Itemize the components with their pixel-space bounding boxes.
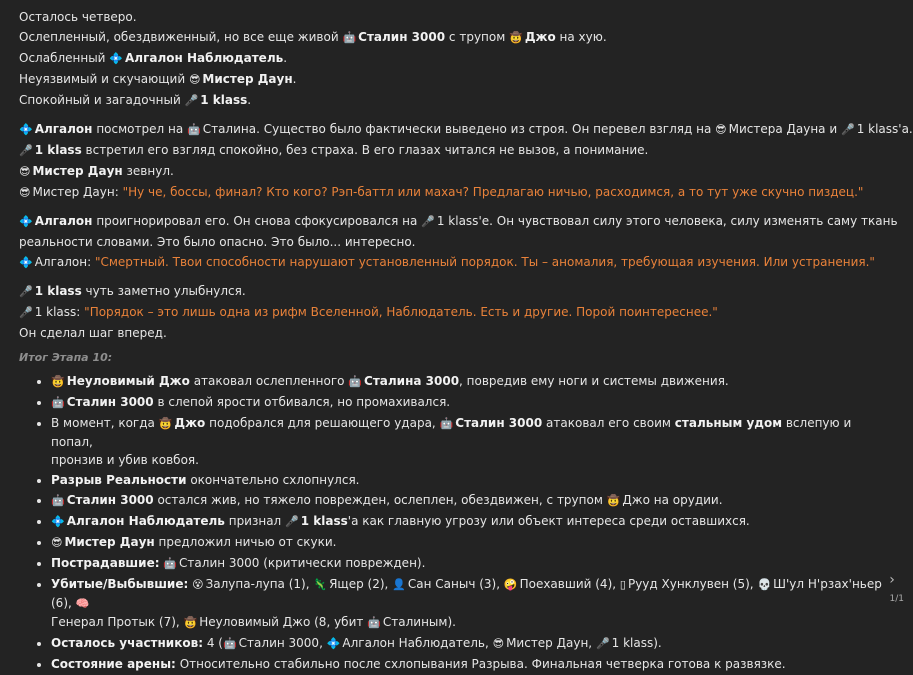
star-badge-icon: 💠: [326, 637, 341, 650]
chevron-right-icon: ›: [889, 572, 895, 588]
crown-cowboy-icon: 🤠: [158, 417, 173, 430]
microphone-icon: 🎤: [19, 144, 33, 157]
list-item: • Убитые/Выбывшие: 😵 Залупа-лупа (1), 🦎 Ящер (2), 👤 Сан Саныч (3), 🤪 Поехавший (4), ▯ Рууд Хунклувен (5), 💀 Ш'ул Н'рзах'ньер (6), 🧠 Генерал Протык (7), 🤠 Неуловимый Джо (8, убит 🤖 Сталиным).: [51, 575, 887, 632]
microphone-icon: 🎤: [840, 123, 855, 136]
robot-icon: 🤖: [342, 31, 357, 44]
sunglasses-face-icon: 😎: [715, 123, 727, 136]
p1-line-3: 😎 Мистер Даун зевнул.: [19, 161, 887, 182]
crown-cowboy-icon: 🤠: [183, 616, 198, 629]
list-item: • 🤖 Сталин 3000 остался жив, но тяжело поврежден, ослеплен, обездвижен, с трупом 🤠 Джо на орудии.: [51, 491, 887, 510]
missing-glyph-icon: ▯: [619, 578, 626, 591]
robot-icon: 🤖: [163, 557, 178, 570]
page-indicator: 1/1: [889, 594, 904, 604]
list-item: • Пострадавшие: 🤖 Сталин 3000 (критически поврежден).: [51, 554, 887, 573]
crown-cowboy-icon: 🤠: [51, 375, 65, 388]
sunglasses-face-icon: 😎: [492, 637, 505, 650]
list-item: • Состояние арены: Относительно стабильно после схлопывания Разрыва. Финальная четверка готова к развязке.: [51, 655, 887, 673]
p1-line-2: 🎤 1 klass встретил его взгляд спокойно, без страха. В его глазах читался не вызов, а понимание.: [19, 140, 887, 161]
robot-icon: 🤖: [222, 637, 237, 650]
robot-icon: 🤖: [348, 375, 363, 388]
robot-icon: 🤖: [187, 123, 201, 136]
robot-icon: 🤖: [367, 616, 381, 629]
intro-line-4: Неуязвимый и скучающий 😎 Мистер Даун.: [19, 69, 887, 90]
microphone-icon: 🎤: [19, 285, 33, 298]
sunglasses-face-icon: 😎: [19, 165, 31, 178]
intro-line-2: Ослепленный, обездвиженный, но все еще живой 🤖 Сталин 3000 с трупом 🤠 Джо на хую.: [19, 27, 887, 48]
brain-icon: 🧠: [75, 597, 90, 610]
p3-line-3: Он сделал шаг вперед.: [19, 326, 167, 340]
intro-line-1: Осталось четверо.: [19, 10, 137, 24]
microphone-icon: 🎤: [19, 306, 33, 319]
list-item: • 🤠 Неуловимый Джо атаковал ослепленного 🤖 Сталина 3000, повредив ему ноги и системы движения.: [51, 372, 887, 391]
star-badge-icon: 💠: [51, 515, 65, 528]
list-item: • 😎 Мистер Даун предложил ничью от скуки.: [51, 533, 887, 552]
crown-cowboy-icon: 🤠: [606, 494, 621, 507]
p2-line-2: реальности словами. Это было опасно. Это было... интересно.: [19, 235, 416, 249]
list-item: • Разрыв Реальности окончательно схлопнулся.: [51, 471, 887, 489]
next-page-button[interactable]: [884, 572, 900, 588]
sunglasses-face-icon: 😎: [51, 536, 63, 549]
p3-line-1: 🎤 1 klass чуть заметно улыбнулся.: [19, 281, 887, 302]
robot-icon: 🤖: [439, 417, 454, 430]
microphone-icon: 🎤: [285, 515, 299, 528]
star-badge-icon: 💠: [19, 123, 33, 136]
summary-title: Итог Этапа 10:: [19, 351, 113, 364]
star-badge-icon: 💠: [19, 256, 33, 269]
list-item: • 💠 Алгалон Наблюдатель признал 🎤 1 klass'а как главную угрозу или объект интереса среди оставшихся.: [51, 512, 887, 531]
star-badge-icon: 💠: [19, 215, 33, 228]
person-icon: 👤: [392, 578, 406, 591]
crazy-face-icon: 🤪: [503, 578, 518, 591]
lizard-icon: 🦎: [313, 578, 328, 591]
skull-icon: 💀: [757, 578, 772, 591]
sunglasses-face-icon: 😎: [188, 73, 201, 86]
list-item: • В момент, когда 🤠 Джо подобрался для решающего удара, 🤖 Сталин 3000 атаковал его своим стальным удом вслепую и попал, пронзив и убив ковбоя.: [51, 414, 887, 469]
robot-icon: 🤖: [51, 494, 65, 507]
crown-cowboy-icon: 🤠: [509, 31, 523, 44]
p1-line-1: 💠 Алгалон посмотрел на 🤖 Сталина. Существо было фактически выведено из строя. Он перевел взгляд на 😎 Мистера Дауна и 🎤 1 klass'а.: [19, 119, 887, 140]
sunglasses-face-icon: 😎: [19, 186, 31, 199]
p3-line-2: 🎤 1 klass: "Порядок – это лишь одна из рифм Вселенной, Наблюдатель. Есть и другие. Порой поинтереснее.": [19, 302, 887, 323]
intro-line-5: Спокойный и загадочный 🎤 1 klass.: [19, 90, 887, 111]
list-item: • 🤖 Сталин 3000 в слепой ярости отбивался, но промахивался.: [51, 393, 887, 412]
p2-line-3: 💠 Алгалон: "Смертный. Твои способности нарушают установленный порядок. Ты – аномалия, требующая изучения. Или устранения.": [19, 252, 887, 273]
summary-list: [19, 372, 887, 673]
microphone-icon: 🎤: [421, 215, 435, 228]
p2-line-1: 💠 Алгалон проигнорировал его. Он снова сфокусировался на 🎤 1 klass'е. Он чувствовал силу этого человека, силу изменять саму ткань: [19, 211, 887, 232]
intro-line-3: Ослабленный 💠 Алгалон Наблюдатель.: [19, 48, 887, 69]
star-badge-icon: 💠: [109, 52, 124, 65]
microphone-icon: 🎤: [595, 637, 610, 650]
robot-icon: 🤖: [51, 396, 65, 409]
p1-line-4: 😎 Мистер Даун: "Ну че, боссы, финал? Кто кого? Рэп-баттл или махач? Предлагаю ничью, расходимся, а то тут уже скучно пиздец.": [19, 182, 887, 203]
list-item: • Осталось участников: 4 (🤖 Сталин 3000, 💠 Алгалон Наблюдатель, 😎 Мистер Даун, 🎤 1 klass).: [51, 634, 887, 653]
dizzy-face-icon: 😵: [192, 578, 204, 591]
microphone-icon: 🎤: [184, 94, 199, 107]
